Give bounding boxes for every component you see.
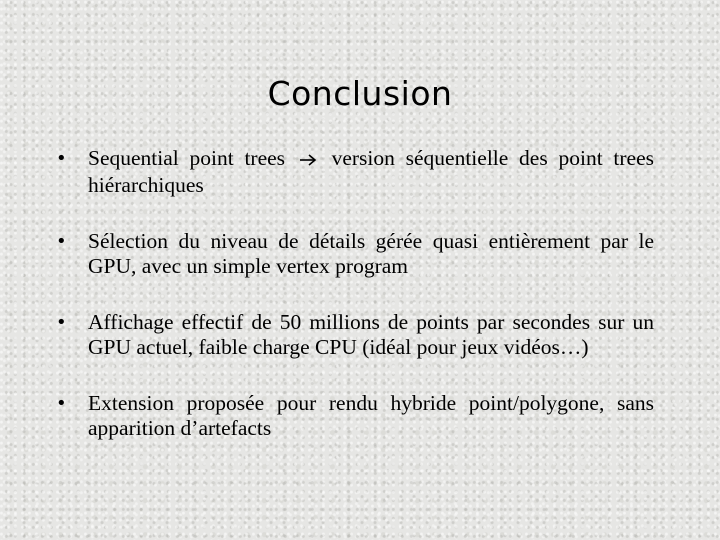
bullet-text-part2: version séquentielle des point trees hiérarchiques: [88, 146, 655, 197]
bullet-marker: •: [56, 393, 67, 414]
bullet-item-display-performance: [56, 310, 654, 360]
bullet-text: Sélection du niveau de détails gérée quasi entièrement par le GPU, avec un simple vertex program: [88, 229, 654, 278]
bullet-marker: •: [56, 148, 67, 169]
bullet-item-hybrid-extension: [56, 391, 654, 441]
bullet-item-lod-selection: [56, 229, 654, 279]
bullet-list: [56, 146, 654, 441]
bullet-text: Extension proposée pour rendu hybride point/polygone, sans apparition d’artefacts: [88, 391, 654, 440]
slide-title: Conclusion: [267, 74, 453, 113]
bullet-text: Affichage effectif de 50 millions de points par secondes sur un GPU actuel, faible charge CPU (idéal pour jeux vidéos…): [88, 310, 654, 359]
bullet-marker: •: [56, 312, 67, 333]
bullet-text-part1: Sequential point trees: [88, 146, 286, 170]
right-arrow-icon: [299, 148, 317, 173]
bullet-marker: •: [56, 231, 67, 252]
bullet-item-sequential-point-trees: [56, 146, 654, 198]
